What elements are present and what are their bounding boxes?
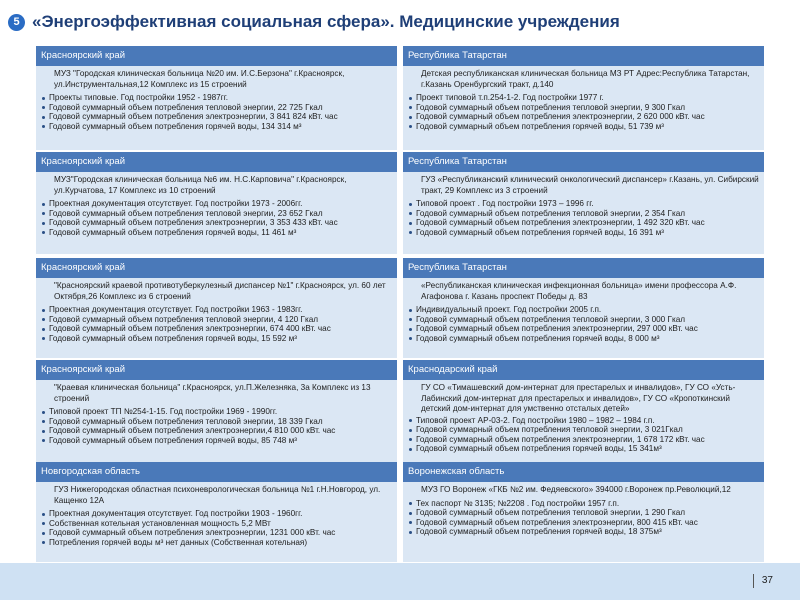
fact-item: Годовой суммарный объем потребления горячей воды, 15 592 м³	[41, 334, 392, 344]
fact-item: Проектная документация отсутствует. Год постройки 1963 - 1983гг.	[41, 305, 392, 315]
facility-body	[36, 172, 397, 254]
facility-name: МУЗ ГО Воронеж «ГКБ №2 им. Федяевского» 394000 г.Воронеж пр.Революций,12	[421, 485, 731, 494]
region-label: Красноярский край	[36, 258, 397, 278]
fact-item: Годовой суммарный объем потребления электроэнергии, 3 353 433 кВт. час	[41, 218, 392, 228]
facility-facts	[408, 416, 759, 454]
facility-name: ГУЗ «Республиканский клинический онкологический диспансер» г.Казань, ул. Сибирский тракт, 29 Комплекс из 3 строений	[421, 175, 759, 195]
fact-item: Годовой суммарный объем потребления тепловой энергии, 3 021Гкал	[408, 425, 759, 435]
facility-facts	[408, 499, 759, 537]
fact-item: Годовой суммарный объем потребления электроэнергии, 800 415 кВт. час	[408, 518, 759, 528]
fact-item: Годовой суммарный объем потребления горячей воды, 85 748 м³	[41, 436, 392, 446]
region-label: Красноярский край	[36, 360, 397, 380]
facility-facts	[41, 305, 392, 343]
region-label: Республика Татарстан	[403, 258, 764, 278]
fact-item: Типовой проект . Год постройки 1973 – 1996 гг.	[408, 199, 759, 209]
region-label: Новгородская область	[36, 462, 397, 482]
facility-card	[403, 152, 764, 254]
region-label: Республика Татарстан	[403, 152, 764, 172]
facility-body	[36, 482, 397, 562]
facility-body	[403, 278, 764, 358]
page-number: 37	[753, 574, 773, 588]
fact-item: Типовой проект ТП №254-1-15. Год постройки 1969 - 1990гг.	[41, 407, 392, 417]
facility-facts	[41, 93, 392, 131]
fact-item: Проектная документация отсутствует. Год постройки 1903 - 1960гг.	[41, 509, 392, 519]
facility-name: ГУЗ Нижегородская областная психоневрологическая больница №1 г.Н.Новгород, ул. Кащенко 12А	[54, 485, 381, 505]
fact-item: Годовой суммарный объем потребления электроэнергии, 1 492 320 кВт. час	[408, 218, 759, 228]
fact-item: Годовой суммарный объем потребления горячей воды, 16 391 м³	[408, 228, 759, 238]
facility-card	[36, 46, 397, 150]
fact-item: Годовой суммарный объем потребления тепловой энергии, 3 000 Гкал	[408, 315, 759, 325]
facility-body	[403, 380, 764, 464]
facility-facts	[408, 199, 759, 237]
fact-item: Годовой суммарный объем потребления электроэнергии, 2 620 000 кВт. час	[408, 112, 759, 122]
facility-body	[403, 172, 764, 254]
facility-body	[36, 66, 397, 150]
facility-card	[36, 462, 397, 562]
region-label: Воронежская область	[403, 462, 764, 482]
facility-body	[36, 278, 397, 358]
fact-item: Годовой суммарный объем потребления тепловой энергии, 23 652 Гкал	[41, 209, 392, 219]
fact-item: Индивидуальный проект. Год постройки 2005 г.п.	[408, 305, 759, 315]
fact-item: Годовой суммарный объем потребления горячей воды, 11 461 м³	[41, 228, 392, 238]
region-label: Красноярский край	[36, 46, 397, 66]
fact-item: Тех паспорт № 3135; №2208 . Год постройки 1957 г.п.	[408, 499, 759, 509]
facility-name: "Краевая клиническая больница" г.Красноярск, ул.П.Железняка, 3а Комплекс из 13 строений	[54, 383, 371, 403]
fact-item: Годовой суммарный объем потребления электроэнергии, 1 678 172 кВт. час	[408, 435, 759, 445]
facility-card	[403, 360, 764, 464]
facility-body	[403, 482, 764, 562]
facility-card	[36, 258, 397, 358]
fact-item: Годовой суммарный объем потребления электроэнергии,4 810 000 кВт. час	[41, 426, 392, 436]
fact-item: Проектная документация отсутствует. Год постройки 1973 - 2006гг.	[41, 199, 392, 209]
facility-body	[36, 380, 397, 464]
facility-name: МУЗ"Городская клиническая больница №6 им. Н.С.Карповича" г.Красноярск, ул.Курчатова, 17 Комплекс из 10 строений	[54, 175, 347, 195]
region-label: Республика Татарстан	[403, 46, 764, 66]
facility-card	[403, 462, 764, 562]
facility-facts	[41, 199, 392, 237]
fact-item: Годовой суммарный объем потребления тепловой энергии, 2 354 Гкал	[408, 209, 759, 219]
facility-facts	[408, 93, 759, 131]
fact-item: Годовой суммарный объем потребления горячей воды, 134 314 м³	[41, 122, 392, 132]
fact-item: Годовой суммарный объем потребления электроэнергии, 297 000 кВт. час	[408, 324, 759, 334]
fact-item: Проект типовой т.п.254-1-2. Год постройки 1977 г.	[408, 93, 759, 103]
facility-card	[36, 152, 397, 254]
facility-card	[403, 258, 764, 358]
facility-name: МУЗ "Городская клиническая больница №20 им. И.С.Берзона" г.Красноярск, ул.Инструментальная,12 Комплекс из 15 строений	[54, 69, 345, 89]
section-number-badge: 5	[8, 14, 25, 31]
fact-item: Годовой суммарный объем потребления горячей воды, 15 341м³	[408, 444, 759, 454]
footer-band	[0, 563, 800, 600]
facility-facts	[41, 407, 392, 445]
facility-facts	[408, 305, 759, 343]
facility-name: Детская республиканская клиническая больница МЗ РТ Адрес:Республика Татарстан, г.Казань Оренбургский тракт, д.140	[421, 69, 750, 89]
fact-item: Годовой суммарный объем потребления электроэнергии, 3 841 824 кВт. час	[41, 112, 392, 122]
facility-facts	[41, 509, 392, 547]
fact-item: Годовой суммарный объем потребления электроэнергии, 1231 000 кВт. час	[41, 528, 392, 538]
fact-item: Годовой суммарный объем потребления тепловой энергии, 4 120 Гкал	[41, 315, 392, 325]
fact-item: Годовой суммарный объем потребления горячей воды, 8 000 м³	[408, 334, 759, 344]
facility-body	[403, 66, 764, 150]
facility-name: ГУ СО «Тимашевский дом-интернат для престарелых и инвалидов», ГУ СО «Усть-Лабинский дом-интернат для престарелых и инвалидов», ГУ СО «Кропоткинский детский дом-интернат для умственно отсталых детей»	[421, 383, 736, 413]
fact-item: Годовой суммарный объем потребления горячей воды, 18 375м³	[408, 527, 759, 537]
fact-item: Годовой суммарный объем потребления тепловой энергии, 1 290 Гкал	[408, 508, 759, 518]
region-label: Краснодарский край	[403, 360, 764, 380]
slide-header	[8, 8, 792, 36]
facility-card	[36, 360, 397, 464]
facility-card	[403, 46, 764, 150]
facility-name: "Красноярский краевой противотуберкулезный диспансер №1" г.Красноярск, ул. 60 лет Октября,26 Комплекс из 6 строений	[54, 281, 386, 301]
fact-item: Проекты типовые. Год постройки 1952 - 1987гг.	[41, 93, 392, 103]
fact-item: Годовой суммарный объем потребления горячей воды, 51 739 м³	[408, 122, 759, 132]
fact-item: Годовой суммарный объем потребления электроэнергии, 674 400 кВт. час	[41, 324, 392, 334]
fact-item: Годовой суммарный объем потребления тепловой энергии, 22 725 Гкал	[41, 103, 392, 113]
fact-item: Собственная котельная установленная мощность 5,2 МВт	[41, 519, 392, 529]
fact-item: Годовой суммарный объем потребления тепловой энергии, 18 339 Гкал	[41, 417, 392, 427]
fact-item: Потребления горячей воды м³ нет данных (Собственная котельная)	[41, 538, 392, 548]
fact-item: Типовой проект АР-03-2. Год постройки 1980 – 1982 – 1984 г.п.	[408, 416, 759, 426]
facility-name: «Республиканская клиническая инфекционная больница» имени профессора А.Ф. Агафонова г. Казань проспект Победы д. 83	[421, 281, 737, 301]
region-label: Красноярский край	[36, 152, 397, 172]
fact-item: Годовой суммарный объем потребления тепловой энергии, 9 300 Гкал	[408, 103, 759, 113]
slide-title: «Энергоэффективная социальная сфера». Медицинские учреждения	[32, 12, 620, 31]
